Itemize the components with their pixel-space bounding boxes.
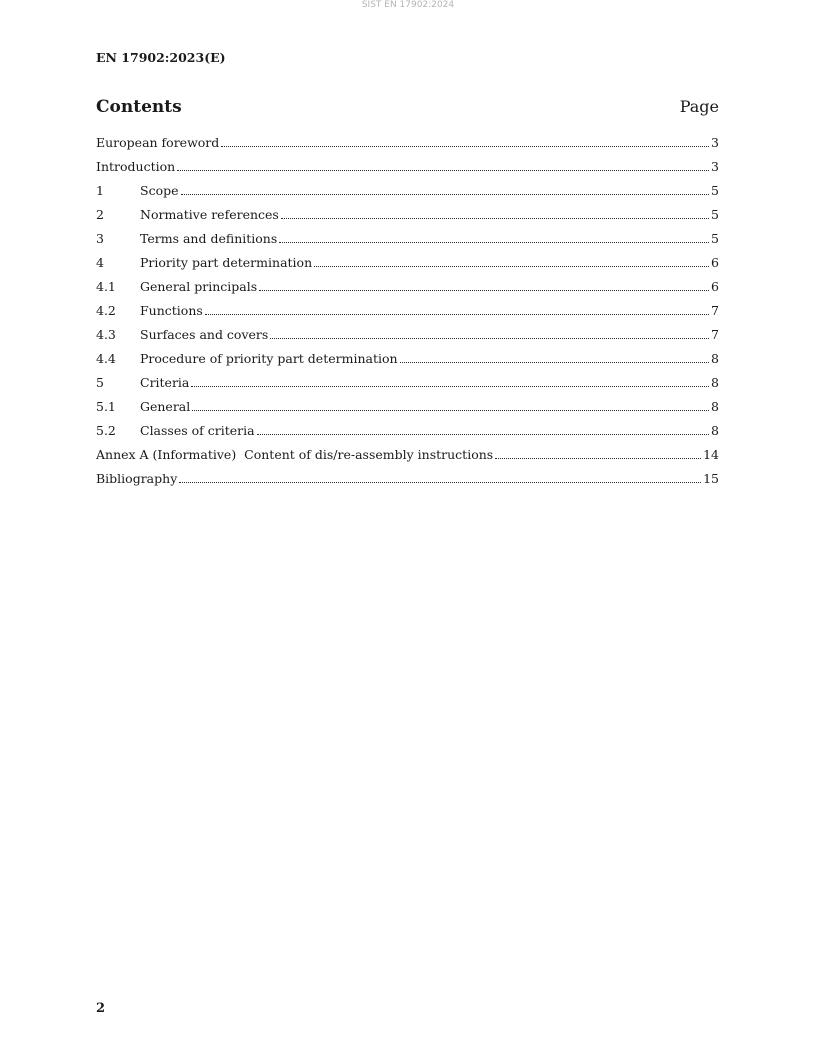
page-number: 2 (96, 1001, 106, 1016)
toc-entry-number: 5 (96, 375, 104, 390)
toc-entry-number: 5.1 (96, 399, 116, 414)
toc-entry-page: 5 (711, 183, 719, 198)
toc-entry-title: General (140, 399, 191, 414)
toc-entry[interactable] (96, 421, 719, 445)
toc-entry-title: Scope (140, 183, 179, 198)
toc-leader (400, 362, 710, 363)
toc-entry-title: Procedure of priority part determination (140, 351, 398, 366)
toc-leader (177, 170, 709, 171)
toc-entry[interactable] (96, 181, 719, 205)
toc-entry-number: 2 (96, 207, 104, 222)
toc-entry-number: 4.4 (96, 351, 116, 366)
toc-entry[interactable] (96, 229, 719, 253)
contents-title: Contents (96, 97, 182, 117)
toc-entry-page: 3 (711, 159, 719, 174)
toc-entry-page: 8 (711, 423, 719, 438)
contents-header (96, 97, 719, 117)
toc-entry-page: 15 (703, 471, 719, 486)
toc-entry-title: European foreword (96, 135, 220, 150)
document-id: EN 17902:2023(E) (96, 50, 226, 65)
toc-entry-title: Introduction (96, 159, 176, 174)
toc-entry-title: Normative references (140, 207, 279, 222)
toc-entry-title: General principals (140, 279, 258, 294)
toc-leader (259, 290, 709, 291)
toc-entry[interactable] (96, 157, 719, 181)
toc-entry-title: Bibliography (96, 471, 178, 486)
toc-entry-title: Surfaces and covers (140, 327, 269, 342)
toc-entry-number: 5.2 (96, 423, 116, 438)
toc-entry-number: 4.1 (96, 279, 116, 294)
toc-leader (270, 338, 709, 339)
toc-leader (279, 242, 709, 243)
toc-entry[interactable] (96, 277, 719, 301)
toc-entry-title: Criteria (140, 375, 190, 390)
toc-entry-page: 5 (711, 207, 719, 222)
toc-entry-page: 8 (711, 351, 719, 366)
toc-entry-number: 3 (96, 231, 104, 246)
watermark: SIST EN 17902:2024 (361, 0, 455, 10)
toc-entry-title: Classes of criteria (140, 423, 255, 438)
toc-leader (181, 194, 710, 195)
toc-leader (221, 146, 709, 147)
toc-entry-page: 6 (711, 279, 719, 294)
toc-entry-title: Annex A (Informative) Content of dis/re-assembly instructions (96, 447, 494, 462)
toc-entry[interactable] (96, 253, 719, 277)
toc-entry-page: 3 (711, 135, 719, 150)
toc-leader (191, 386, 709, 387)
toc-entry[interactable] (96, 301, 719, 325)
toc-entry-page: 7 (711, 303, 719, 318)
toc-entry-page: 5 (711, 231, 719, 246)
toc-entry[interactable] (96, 325, 719, 349)
toc-entry-number: 4.3 (96, 327, 116, 342)
table-of-contents (96, 133, 719, 493)
toc-leader (495, 458, 701, 459)
toc-entry-page: 7 (711, 327, 719, 342)
toc-entry-title: Functions (140, 303, 203, 318)
toc-entry-page: 8 (711, 375, 719, 390)
toc-entry[interactable] (96, 133, 719, 157)
toc-entry[interactable] (96, 469, 719, 493)
toc-entry[interactable] (96, 445, 719, 469)
toc-entry-number: 4.2 (96, 303, 116, 318)
page-column-label: Page (679, 97, 719, 116)
toc-entry-number: 1 (96, 183, 104, 198)
toc-leader (314, 266, 709, 267)
toc-entry-title: Terms and definitions (140, 231, 278, 246)
toc-entry-page: 8 (711, 399, 719, 414)
toc-leader (205, 314, 709, 315)
toc-leader (179, 482, 701, 483)
toc-leader (257, 434, 709, 435)
toc-entry[interactable] (96, 205, 719, 229)
toc-entry-page: 14 (703, 447, 719, 462)
toc-entry-page: 6 (711, 255, 719, 270)
toc-entry-title: Priority part determination (140, 255, 313, 270)
toc-entry[interactable] (96, 373, 719, 397)
toc-leader (281, 218, 709, 219)
toc-entry[interactable] (96, 349, 719, 373)
toc-entry-number: 4 (96, 255, 104, 270)
toc-leader (192, 410, 709, 411)
toc-entry[interactable] (96, 397, 719, 421)
